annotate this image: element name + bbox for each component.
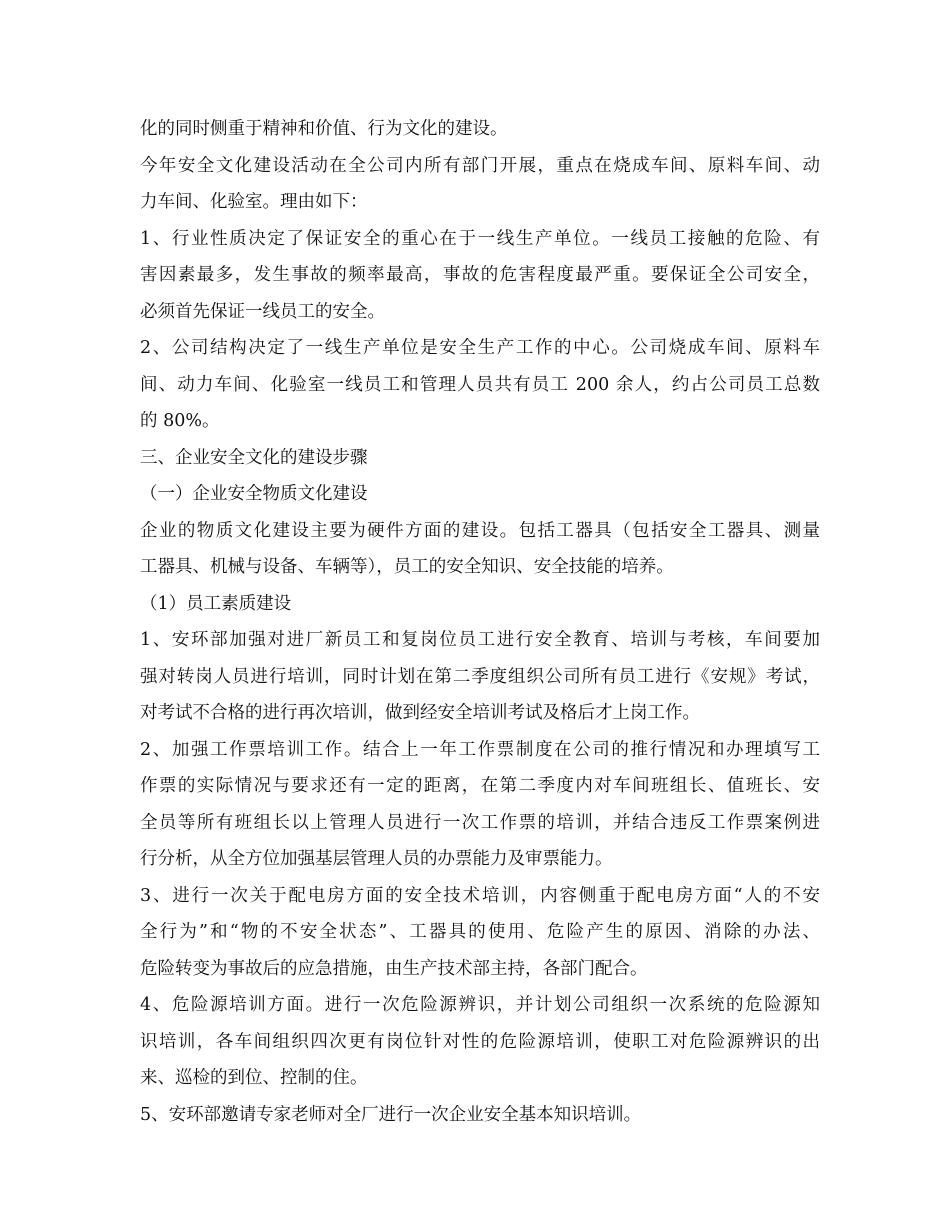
- text-line-26: 识培训，各车间组织四次更有岗位针对性的危险源培训，使职工对危险源辨识的出: [140, 1031, 820, 1052]
- section-heading-3: 三、企业安全文化的建设步骤: [140, 447, 368, 468]
- text-line-13: 工器具、机械与设备、车辆等），员工的安全知识、安全技能的培养。: [140, 557, 674, 577]
- text-line-16: 强对转岗人员进行培训，同时计划在第二季度组织公司所有员工进行《安规》考试，: [140, 666, 820, 687]
- text-line-9: 的 80%。: [140, 411, 220, 431]
- document-body: [140, 111, 820, 1133]
- text-line-24: 危险转变为事故后的应急措施，由生产技术部主持，各部门配合。: [140, 958, 648, 979]
- text-line-1: 化的同时侧重于精神和价值、行为文化的建设。: [140, 119, 508, 139]
- text-line-4: 1、行业性质决定了保证安全的重心在于一线生产单位。一线员工接触的危险、有: [140, 228, 820, 249]
- text-line-23: 全行为”和“物的不安全状态”、工器具的使用、危险产生的原因、消除的办法、: [140, 922, 820, 942]
- text-line-19: 作票的实际情况与要求还有一定的距离，在第二季度内对车间班组长、值班长、安: [140, 776, 820, 796]
- text-line-27: 来、巡检的到位、控制的住。: [140, 1068, 368, 1088]
- text-line-18: 2、加强工作票培训工作。结合上一年工作票制度在公司的推行情况和办理填写工: [140, 739, 820, 760]
- text-line-21: 行分析，从全方位加强基层管理人员的办票能力及审票能力。: [140, 849, 613, 869]
- text-line-17: 对考试不合格的进行再次培训，做到经安全培训考试及格后才上岗工作。: [140, 703, 700, 723]
- text-line-12: 企业的物质文化建设主要为硬件方面的建设。包括工器具（包括安全工器具、测量: [140, 520, 820, 541]
- text-line-22: 3、进行一次关于配电房方面的安全技术培训，内容侧重于配电房方面“人的不安: [140, 885, 820, 906]
- text-line-8: 间、动力车间、化验室一线员工和管理人员共有员工 200 余人，约占公司员工总数: [140, 374, 820, 395]
- text-line-28: 5、安环部邀请专家老师对全厂进行一次企业安全基本知识培训。: [140, 1104, 642, 1125]
- text-line-20: 全员等所有班组长以上管理人员进行一次工作票的培训，并结合违反工作票案例进: [140, 812, 820, 833]
- subsection-heading-1: （一）企业安全物质文化建设: [140, 484, 368, 504]
- text-line-15: 1、安环部加强对进厂新员工和复岗位员工进行安全教育、培训与考核，车间要加: [140, 630, 820, 650]
- text-line-7: 2、公司结构决定了一线生产单位是安全生产工作的中心。公司烧成车间、原料车: [140, 338, 820, 358]
- text-line-6: 必须首先保证一线员工的安全。: [140, 301, 385, 322]
- text-line-2: 今年安全文化建设活动在全公司内所有部门开展，重点在烧成车间、原料车间、动: [140, 155, 820, 176]
- text-line-5: 害因素最多，发生事故的频率最高，事故的危害程度最严重。要保证全公司安全，: [140, 265, 820, 285]
- text-line-3: 力车间、化验室。理由如下：: [140, 192, 368, 212]
- text-line-25: 4、危险源培训方面。进行一次危险源辨识，并计划公司组织一次系统的危险源知: [140, 995, 820, 1015]
- item-heading-1: （1）员工素质建设: [140, 593, 292, 614]
